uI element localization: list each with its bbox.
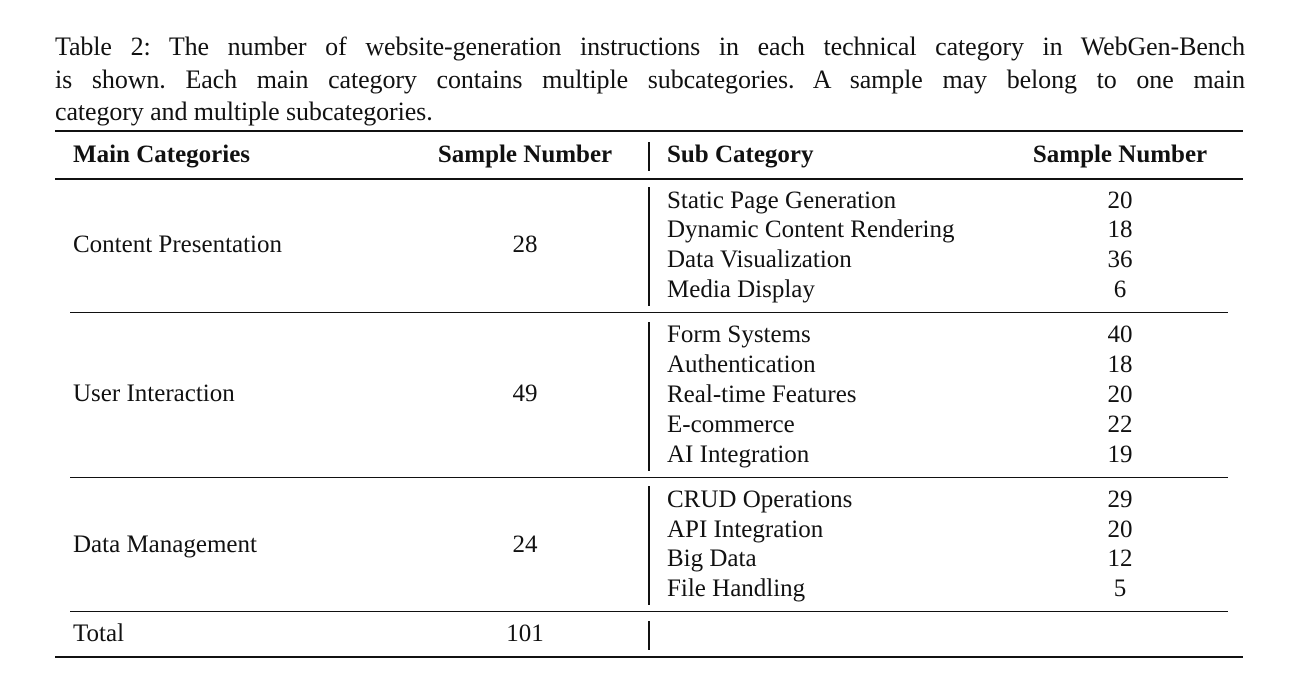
sub-category-count: 6 bbox=[1113, 276, 1127, 303]
bottom-rule bbox=[55, 656, 1243, 658]
header-rule bbox=[55, 178, 1243, 180]
table-caption bbox=[55, 31, 1245, 129]
column-separator-header bbox=[648, 142, 650, 171]
group-rule-2 bbox=[70, 477, 1228, 478]
column-separator-group-1 bbox=[648, 187, 650, 306]
sub-category-name: Dynamic Content Rendering bbox=[667, 216, 955, 243]
header-main-categories: Main Categories bbox=[73, 141, 251, 168]
sub-category-name: Static Page Generation bbox=[667, 187, 897, 214]
sub-category-count: 20 bbox=[1107, 516, 1133, 543]
sub-category-count: 5 bbox=[1113, 575, 1127, 602]
group-rule-1 bbox=[70, 312, 1228, 313]
column-separator-group-2 bbox=[648, 322, 650, 471]
sub-category-count: 20 bbox=[1107, 187, 1133, 214]
column-separator-total bbox=[648, 621, 650, 650]
caption-line-2: is shown. Each main category contains multiple subcategories. A sample may belong to one main bbox=[55, 64, 1245, 94]
caption-line-1: Table 2: The number of website-generation instructions in each technical category in WebGen-Bench bbox=[55, 32, 1245, 61]
sub-category-count: 29 bbox=[1107, 486, 1133, 513]
group-rule-3 bbox=[70, 611, 1228, 612]
main-category-data-management: Data Management bbox=[73, 531, 257, 558]
sub-category-name: Real-time Features bbox=[667, 381, 857, 408]
sub-category-count: 40 bbox=[1107, 321, 1133, 348]
header-sample-number: Sample Number bbox=[437, 141, 613, 168]
sub-category-count: 18 bbox=[1107, 351, 1133, 378]
sub-category-name: CRUD Operations bbox=[667, 486, 853, 513]
sub-category-name: Big Data bbox=[667, 545, 757, 572]
sub-category-name: Data Visualization bbox=[667, 246, 852, 273]
main-count-content-presentation: 28 bbox=[512, 231, 538, 258]
sub-category-name: Authentication bbox=[667, 351, 816, 378]
main-category-content-presentation: Content Presentation bbox=[73, 231, 282, 258]
total-count: 101 bbox=[506, 620, 544, 647]
top-rule bbox=[55, 130, 1243, 132]
header-sub-category: Sub Category bbox=[667, 141, 814, 168]
sub-category-count: 22 bbox=[1107, 411, 1133, 438]
column-separator-group-3 bbox=[648, 486, 650, 605]
sub-category-count: 36 bbox=[1107, 246, 1133, 273]
main-count-data-management: 24 bbox=[512, 531, 538, 558]
sub-category-count: 20 bbox=[1107, 381, 1133, 408]
main-count-user-interaction: 49 bbox=[512, 380, 538, 407]
sub-category-name: Form Systems bbox=[667, 321, 811, 348]
sub-category-name: Media Display bbox=[667, 276, 815, 303]
sub-category-count: 12 bbox=[1107, 545, 1133, 572]
sub-category-name: File Handling bbox=[667, 575, 806, 602]
sub-category-name: API Integration bbox=[667, 516, 824, 543]
total-label: Total bbox=[73, 620, 125, 647]
sub-category-name: AI Integration bbox=[667, 441, 810, 468]
main-category-user-interaction: User Interaction bbox=[73, 380, 235, 407]
caption-line-3: category and multiple subcategories. bbox=[55, 97, 433, 126]
sub-category-count: 19 bbox=[1107, 441, 1133, 468]
sub-category-name: E-commerce bbox=[667, 411, 795, 438]
header-sub-sample-number: Sample Number bbox=[1032, 141, 1208, 168]
sub-category-count: 18 bbox=[1107, 216, 1133, 243]
